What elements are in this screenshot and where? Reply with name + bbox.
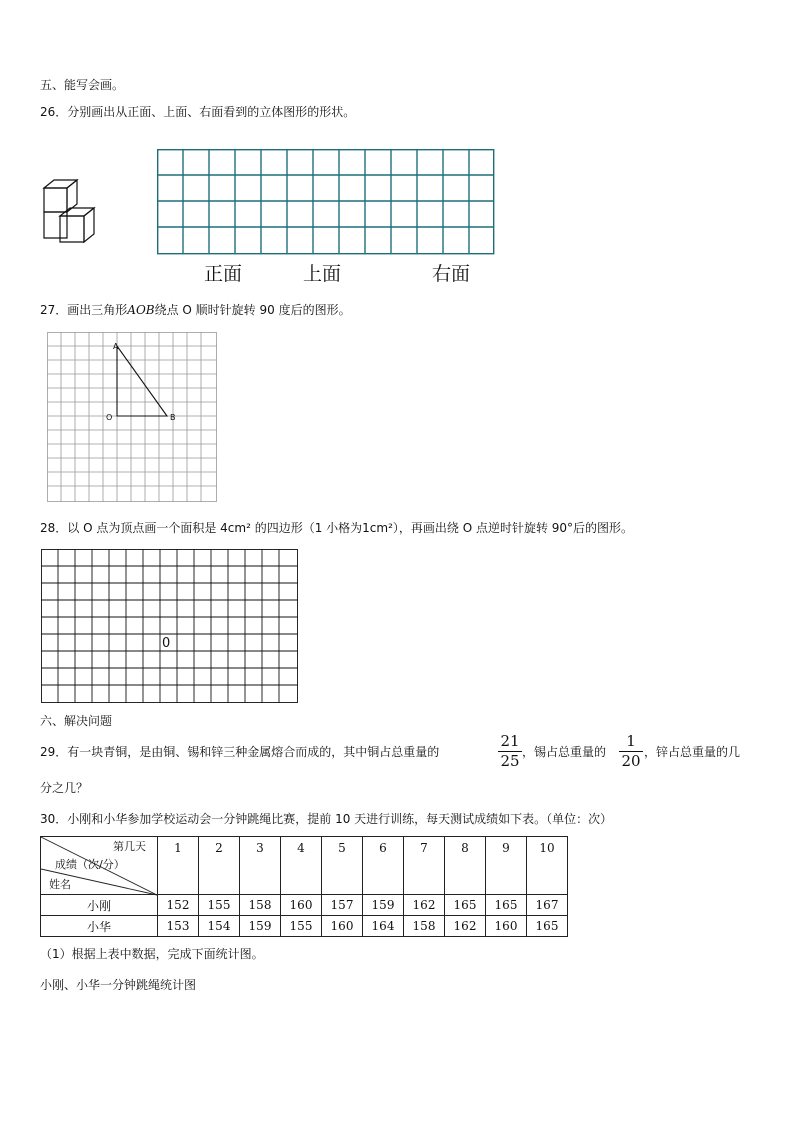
question-30-sub1: （1）根据上表中数据，完成下面统计图。	[40, 947, 264, 961]
row-name-xiaohua: 小华	[41, 916, 158, 937]
xiaogang-day-3: 158	[240, 895, 281, 916]
point-o-label-q28: 0	[162, 636, 171, 651]
xiaogang-day-1: 152	[158, 895, 199, 916]
label-front-view: 正面	[204, 263, 243, 285]
row-name-xiaogang: 小刚	[41, 895, 158, 916]
section-5-heading: 五、能写会画。	[40, 78, 125, 92]
q27-grid[interactable]	[47, 332, 218, 503]
xiaogang-day-9: 165	[486, 895, 527, 916]
xiaohua-day-4: 155	[281, 916, 322, 937]
question-27-text	[40, 302, 351, 318]
diagonal-header-cell	[41, 837, 158, 895]
question-29-line2: 分之几？	[40, 781, 89, 795]
table-row-xiaohua	[41, 916, 568, 937]
xiaogang-day-10: 167	[527, 895, 568, 916]
label-top-view: 上面	[303, 263, 342, 285]
xiaogang-day-5: 157	[322, 895, 363, 916]
header-score-label: 成绩（次/分）	[55, 858, 125, 871]
label-right-view: 右面	[432, 263, 471, 285]
day-header-10: 10	[527, 837, 568, 895]
day-header-1: 1	[158, 837, 199, 895]
xiaogang-day-2: 155	[199, 895, 240, 916]
question-29-part3: ，锌占总重量的几	[644, 745, 741, 759]
q27-var: AOB	[127, 303, 155, 317]
point-o-label: O	[106, 413, 113, 422]
question-29-part2: ，锡占总重量的	[522, 745, 607, 759]
day-header-8: 8	[445, 837, 486, 895]
question-26-text: 26．分别画出从正面、上面、右面看到的立体图形的形状。	[40, 105, 356, 119]
q27-prefix: 27．画出三角形	[40, 303, 128, 317]
fraction-copper-numerator: 21	[500, 732, 520, 750]
xiaohua-day-8: 162	[445, 916, 486, 937]
day-header-6: 6	[363, 837, 404, 895]
question-28-text: 28．以 O 点为顶点画一个面积是 4cm² 的四边形（1 小格为1cm²），再画出绕 O 点逆时针旋转 90°后的图形。	[40, 521, 634, 535]
day-header-2: 2	[199, 837, 240, 895]
table-header-row	[41, 837, 568, 895]
triangle-aob	[117, 346, 167, 416]
fraction-tin-numerator: 1	[626, 732, 636, 750]
question-29-part1: 29．有一块青铜，是由铜、锡和锌三种金属熔合而成的，其中铜占总重量的	[40, 745, 440, 759]
chart-title: 小刚、小华一分钟跳绳统计图	[40, 978, 197, 992]
xiaogang-day-6: 159	[363, 895, 404, 916]
xiaohua-day-5: 160	[322, 916, 363, 937]
cube-figure	[38, 176, 113, 248]
section-6-heading: 六、解决问题	[40, 714, 113, 728]
fraction-copper	[498, 733, 522, 770]
q28-grid[interactable]	[41, 549, 299, 704]
score-table	[40, 836, 568, 937]
fraction-tin	[619, 733, 643, 770]
xiaohua-day-2: 154	[199, 916, 240, 937]
header-day-label: 第几天	[113, 840, 146, 853]
fraction-tin-denominator: 20	[621, 752, 641, 770]
xiaohua-day-10: 165	[527, 916, 568, 937]
xiaohua-day-7: 158	[404, 916, 445, 937]
xiaogang-day-8: 165	[445, 895, 486, 916]
xiaogang-day-4: 160	[281, 895, 322, 916]
day-header-3: 3	[240, 837, 281, 895]
q26-drawing-grid[interactable]	[157, 149, 495, 255]
table-row-xiaogang	[41, 895, 568, 916]
xiaohua-day-1: 153	[158, 916, 199, 937]
day-header-5: 5	[322, 837, 363, 895]
header-name-label: 姓名	[49, 878, 71, 891]
day-header-7: 7	[404, 837, 445, 895]
question-30-text: 30．小刚和小华参加学校运动会一分钟跳绳比赛，提前 10 天进行训练，每天测试成绩如下表。（单位：次）	[40, 812, 613, 826]
xiaogang-day-7: 162	[404, 895, 445, 916]
point-a-label: A	[113, 342, 119, 351]
q27-suffix: 绕点 O 顺时针旋转 90 度后的图形。	[154, 303, 351, 317]
xiaohua-day-9: 160	[486, 916, 527, 937]
day-header-4: 4	[281, 837, 322, 895]
xiaohua-day-3: 159	[240, 916, 281, 937]
xiaohua-day-6: 164	[363, 916, 404, 937]
day-header-9: 9	[486, 837, 527, 895]
point-b-label: B	[170, 413, 176, 422]
fraction-copper-denominator: 25	[500, 752, 520, 770]
